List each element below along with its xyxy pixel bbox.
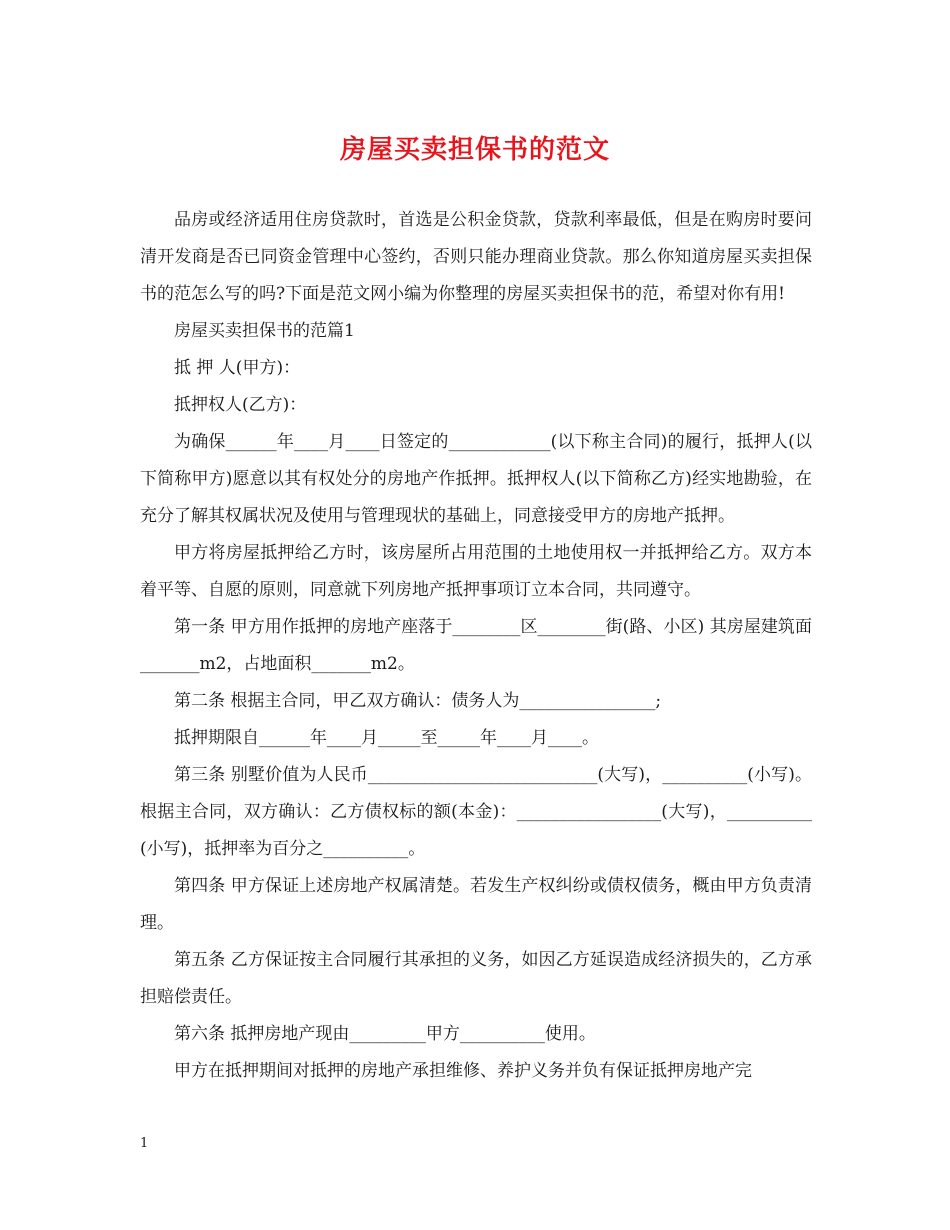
paragraph: 房屋买卖担保书的范篇1 xyxy=(174,321,355,341)
paragraph: 第三条 别墅价值为人民币___________________________(大写)，__________(小写)。根据主合同，双方确认：乙方债权标的额(本金)：_________________(大写)，__________(小写)，抵押率为百分之__________。 xyxy=(140,765,812,859)
paragraph: 甲方在抵押期间对抵押的房地产承担维修、养护义务并负有保证抵押房地产完 xyxy=(174,1061,752,1081)
paragraph: 第六条 抵押房地产现由_________甲方__________使用。 xyxy=(174,1024,596,1044)
paragraph: 品房或经济适用住房贷款时，首选是公积金贷款，贷款利率最低，但是在购房时要问清开发商是否已同资金管理中心签约，否则只能办理商业贷款。那么你知道房屋买卖担保书的范怎么写的吗?下面是范文网小编为你整理的房屋买卖担保书的范，希望对你有用! xyxy=(140,210,812,304)
document-title: 房屋买卖担保书的范文 xyxy=(339,135,610,165)
paragraph: 抵 押 人(甲方)： xyxy=(174,358,301,378)
paragraph: 第五条 乙方保证按主合同履行其承担的义务，如因乙方延误造成经济损失的，乙方承担赔偿责任。 xyxy=(140,950,812,1007)
page-number: 1 xyxy=(140,1136,149,1151)
paragraph: 第一条 甲方用作抵押的房地产座落于________区________街(路、小区) 其房屋建筑面_______m2，占地面积_______m2。 xyxy=(140,617,812,674)
paragraph: 甲方将房屋抵押给乙方时，该房屋所占用范围的土地使用权一并抵押给乙方。双方本着平等、自愿的原则，同意就下列房地产抵押事项订立本合同，共同遵守。 xyxy=(140,543,812,600)
paragraph: 第四条 甲方保证上述房地产权属清楚。若发生产权纠纷或债权债务，概由甲方负责清理。 xyxy=(140,876,812,933)
paragraph: 抵押权人(乙方)： xyxy=(174,395,307,415)
paragraph: 抵押期限自______年____月_____至_____年____月____。 xyxy=(174,728,599,748)
paragraph: 第二条 根据主合同，甲乙双方确认：债务人为________________; xyxy=(174,691,662,711)
document-body xyxy=(140,202,812,1090)
paragraph: 为确保______年____月____日签定的____________(以下称主合同)的履行，抵押人(以下简称甲方)愿意以其有权处分的房地产作抵押。抵押权人(以下简称乙方)经实地勘验，在充分了解其权属状况及使用与管理现状的基础上，同意接受甲方的房地产抵押。 xyxy=(140,432,812,526)
